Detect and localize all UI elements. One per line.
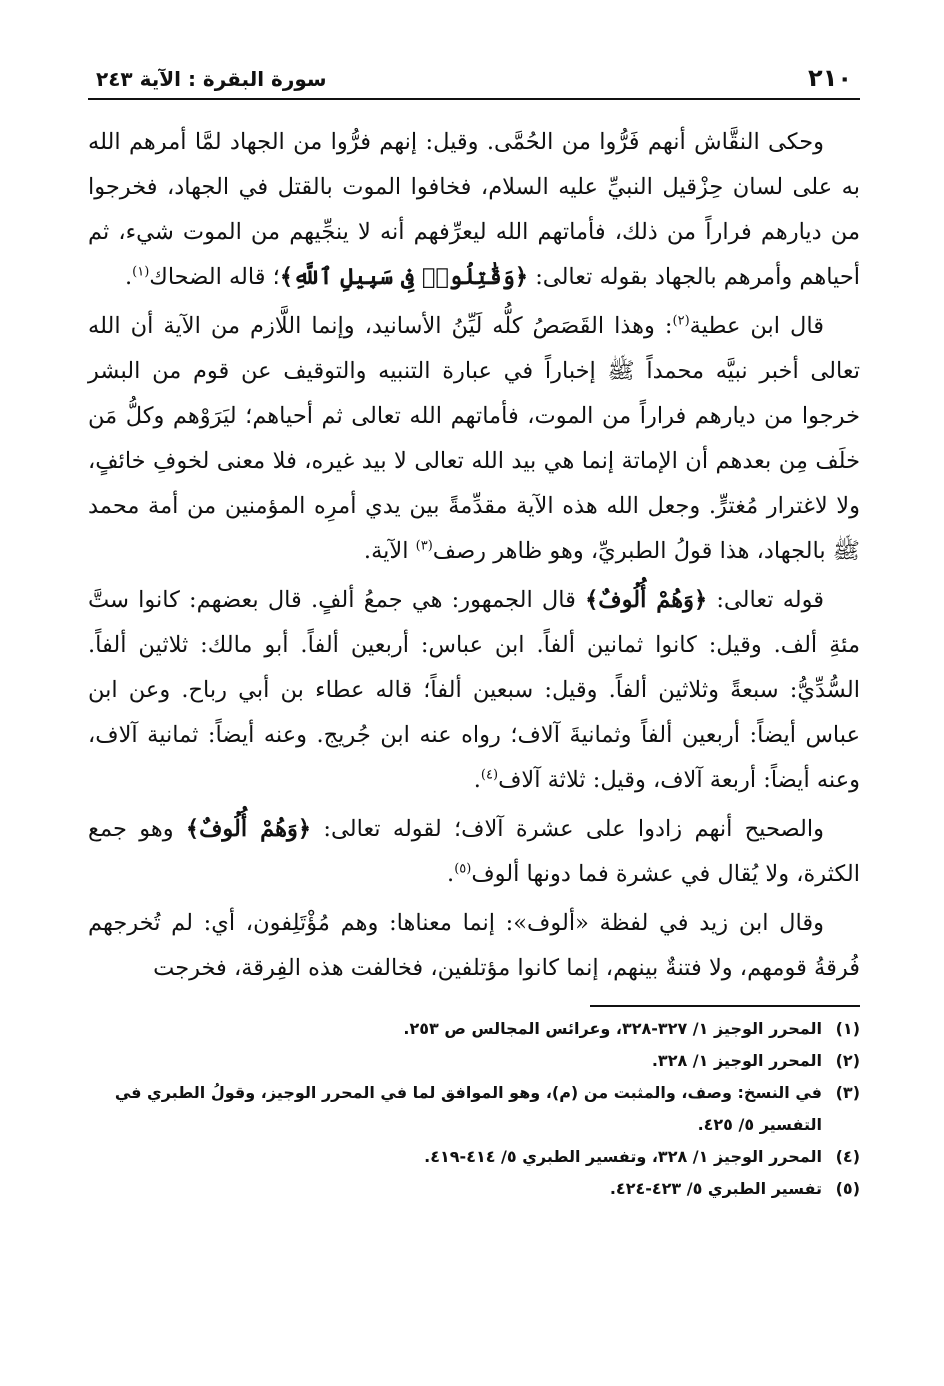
paragraph-text: . <box>124 264 133 290</box>
paragraph <box>88 120 860 300</box>
paragraph-text: وحكى النقَّاش أنهم فَرُّوا من الحُمَّى. وقيل: إنهم فرُّوا من الجهاد لمَّا أمرهم الله به على لسان حِزْقيل النبيِّ عليه السلام، فخافوا الموت بالقتل في الجهاد، فخرجوا من ديارهم فراراً من ذلك، فأماتهم الله ليعرِّفهم أنه لا ينجِّيهم من الموت شيء، ثم أحياهم وأمرهم بالجهاد بقوله تعالى: <box>88 129 860 290</box>
paragraph-text: والصحيح أنهم زادوا على عشرة آلاف؛ لقوله تعالى: <box>311 816 824 842</box>
book-page <box>88 64 860 1205</box>
paragraph <box>88 807 860 897</box>
footnotes <box>88 1013 860 1205</box>
footnote-ref: (٣) <box>415 538 433 554</box>
paragraph-text: الآية. <box>363 538 416 564</box>
footnote <box>88 1173 860 1205</box>
footnote-separator <box>590 1005 860 1007</box>
footnote <box>88 1013 860 1045</box>
paragraph-text: : وهذا القَصَصُ كلُّه لَيِّنُ الأسانيد، وإنما اللَّازم من الآية أن الله تعالى أخبر نبيَّه محمداً ﷺ إخباراً في عبارة التنبيه والتوقيف عن قوم من البشر خرجوا من ديارهم فراراً من الموت، فأماتهم الله تعالى ثم أحياهم؛ ليَرَوْهم وكلُّ مَن خلَف مِن بعدهم أن الإماتة إنما هي بيد الله تعالى لا بيد غيره، فلا معنى لخوفِ خائفٍ، ولا لاغترار مُغترٍّ. وجعل الله هذه الآية مقدِّمةً بين يدي أمرِه المؤمنين من أمة محمد ﷺ بالجهاد، هذا قولُ الطبريِّ، وهو ظاهر رصف <box>88 313 860 564</box>
footnote-text: تفسير الطبري ٥/ ٤٢٣-٤٢٤. <box>609 1179 822 1198</box>
footnote-number: (٣) <box>835 1083 860 1102</box>
main-text <box>88 120 860 991</box>
paragraph-text: وهو جمع الكثرة، ولا يُقال في عشرة فما دونها ألوف <box>88 816 860 887</box>
footnote-ref: (٤) <box>480 767 499 783</box>
paragraph-text: قوله تعالى: <box>707 587 824 613</box>
paragraph-text: ؛ قاله الضحاك <box>149 264 280 290</box>
footnote-number: (٢) <box>835 1051 860 1070</box>
page-number: ٢١٠ <box>808 64 852 92</box>
footnote-text: المحرر الوجيز ١/ ٣٢٧-٣٢٨، وعرائس المجالس ص ٢٥٣. <box>403 1019 822 1038</box>
paragraph-text: وقال ابن زيد في لفظة «ألوف»: إنما معناها: وهم مُؤْتَلِفون، أي: لم تُخرجهم فُرقةُ قومهم، ولا فتنةٌ بينهم، إنما كانوا مؤتلفين، فخالفت هذه الفِرقة، فخرجت <box>88 910 860 981</box>
footnote-number: (٤) <box>835 1147 860 1166</box>
footnote <box>88 1077 860 1141</box>
footnote <box>88 1141 860 1173</box>
footnote-ref: (٥) <box>454 861 472 877</box>
footnote-ref: (٢) <box>672 313 690 329</box>
footnote-text: المحرر الوجيز ١/ ٣٢٨. <box>651 1051 822 1070</box>
footnote-number: (١) <box>835 1019 860 1038</box>
quran-verse: ﴿وَقَٰتِلُوا۟ فِى سَبِيلِ ٱللَّهِ﴾ <box>279 264 529 290</box>
paragraph-text: قال الجمهور: هي جمعُ ألفٍ. قال بعضهم: كانوا ستَّ مئةِ ألف. وقيل: كانوا ثمانين ألفاً. ابن عباس: أربعين ألفاً. أبو مالك: ثلاثين ألفاً. السُّدِّيُّ: سبعةً وثلاثين ألفاً. وقيل: سبعين ألفاً؛ قاله عطاء بن أبي رباح. وعن ابن عباس أيضاً: أربعين ألفاً وثمانيةَ آلاف؛ رواه عنه ابن جُريج. وعنه أيضاً: ثمانية آلاف، وعنه أيضاً: أربعة آلاف، وقيل: ثلاثة آلاف <box>88 587 860 793</box>
footnote-number: (٥) <box>835 1179 860 1198</box>
paragraph <box>88 578 860 803</box>
paragraph-text: . <box>447 861 455 887</box>
quran-verse: ﴿وَهُمْ أُلُوفٌ﴾ <box>185 816 312 842</box>
paragraph-text: قال ابن عطية <box>689 313 825 339</box>
footnote <box>88 1045 860 1077</box>
paragraph-text: . <box>473 767 481 793</box>
footnote-text: المحرر الوجيز ١/ ٣٢٨، وتفسير الطبري ٥/ ٤١٤-٤١٩. <box>424 1147 822 1166</box>
paragraph <box>88 901 860 991</box>
quran-verse: ﴿وَهُمْ أُلُوفٌ﴾ <box>585 587 708 613</box>
running-title: سورة البقرة : الآية ٢٤٣ <box>96 67 327 91</box>
paragraph <box>88 304 860 574</box>
page-header <box>88 64 860 100</box>
footnote-text: في النسخ: وصف، والمثبت من (م)، وهو الموافق لما في المحرر الوجيز، وقولُ الطبري في التفسير ٥/ ٤٢٥. <box>114 1083 822 1134</box>
footnote-ref: (١) <box>132 264 150 280</box>
